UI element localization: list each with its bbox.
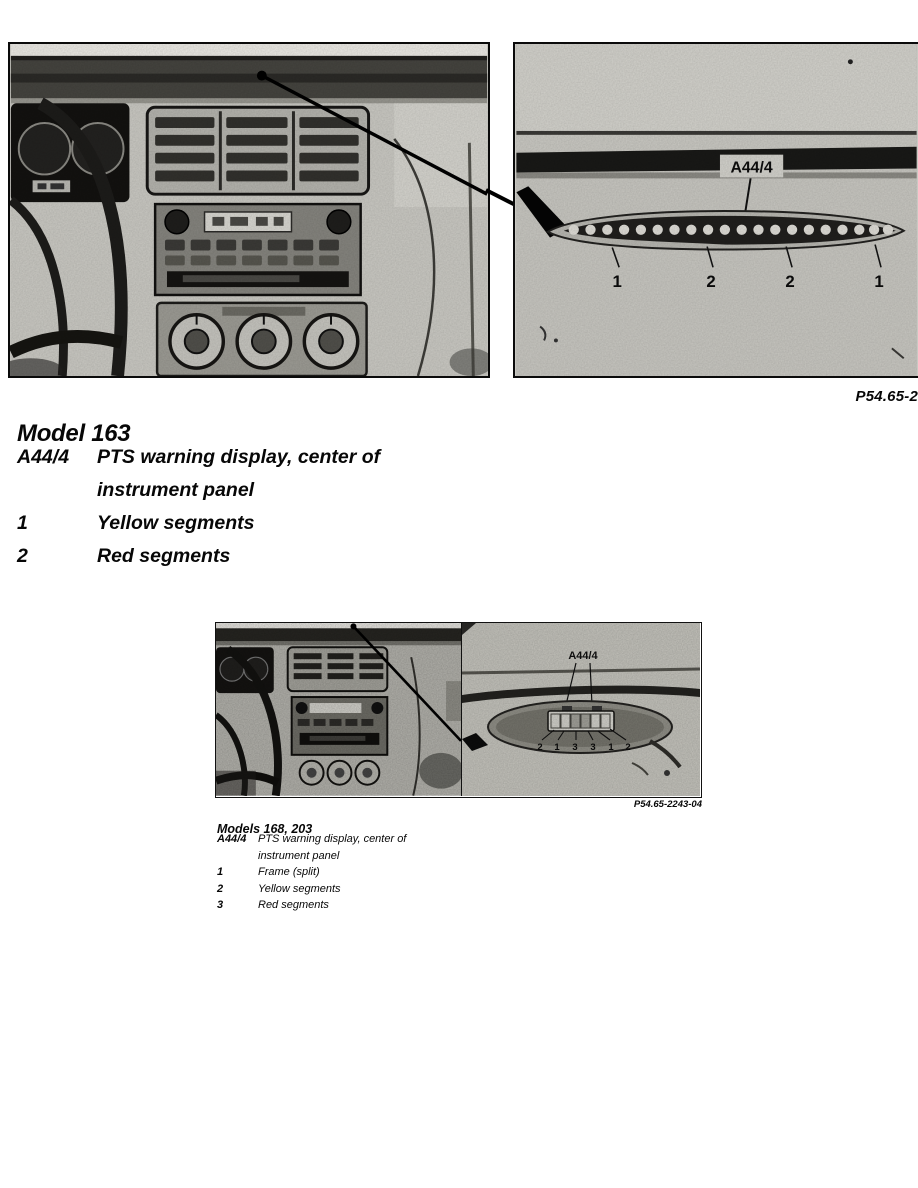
legend-key: A44/4 (217, 833, 247, 845)
legend-key: 3 (217, 899, 224, 911)
legend-models-168-203 (217, 831, 428, 914)
small-component-callout-label: A44/4 (568, 650, 598, 662)
small-segment-label-4: 3 (590, 742, 596, 753)
legend-desc: PTS warning display, center of instrument panel (97, 446, 381, 501)
section-title-models-168-203: Models 168, 203 (217, 822, 313, 837)
dashboard-illustration (10, 44, 488, 376)
segment-label-1: 1 (612, 272, 622, 292)
legend-desc: Yellow segments (97, 512, 255, 534)
legend-row (217, 831, 428, 864)
small-segment-label-6: 2 (625, 742, 631, 753)
legend-key: 1 (217, 866, 224, 878)
legend-key: 2 (217, 882, 224, 895)
small-panel-dashboard (216, 623, 462, 796)
figure-panel-display-closeup (513, 42, 918, 378)
small-dashboard-illustration (216, 623, 461, 796)
segment-label-4: 1 (874, 272, 884, 292)
small-panel-display-closeup (462, 623, 700, 796)
legend-desc: Frame (split) (258, 866, 320, 878)
figure-panel-dashboard (8, 42, 490, 378)
segment-label-2: 2 (706, 272, 716, 292)
section-title-model-163: Model 163 (17, 420, 131, 448)
small-segment-label-1: 2 (537, 742, 543, 753)
figure-models-168-203 (215, 622, 702, 798)
small-segment-label-2: 1 (554, 742, 560, 753)
legend-row (17, 540, 431, 573)
pts-display-closeup-illustration (515, 44, 918, 376)
legend-row (17, 507, 431, 540)
component-callout-label: A44/4 (730, 159, 773, 177)
legend-desc: Yellow segments (258, 882, 341, 895)
legend-row (17, 441, 431, 507)
segment-label-3: 2 (785, 272, 795, 292)
small-display-closeup-illustration (462, 623, 700, 796)
legend-desc: Red segments (258, 899, 329, 911)
legend-model-163 (17, 441, 431, 573)
figure-model-163 (8, 42, 918, 378)
legend-key: 1 (17, 512, 28, 534)
small-segment-label-3: 3 (572, 742, 578, 753)
legend-key: A44/4 (17, 446, 70, 468)
figure-caption-main: P54.65-2 (855, 388, 918, 405)
legend-key: 2 (17, 545, 28, 567)
legend-desc: PTS warning display, center of instrument panel (258, 833, 407, 862)
legend-row (217, 897, 428, 914)
small-segment-label-5: 1 (608, 742, 614, 753)
legend-row (217, 881, 428, 898)
legend-row (217, 864, 428, 881)
figure-caption-small: P54.65-2243-04 (633, 799, 702, 810)
legend-desc: Red segments (97, 545, 231, 567)
